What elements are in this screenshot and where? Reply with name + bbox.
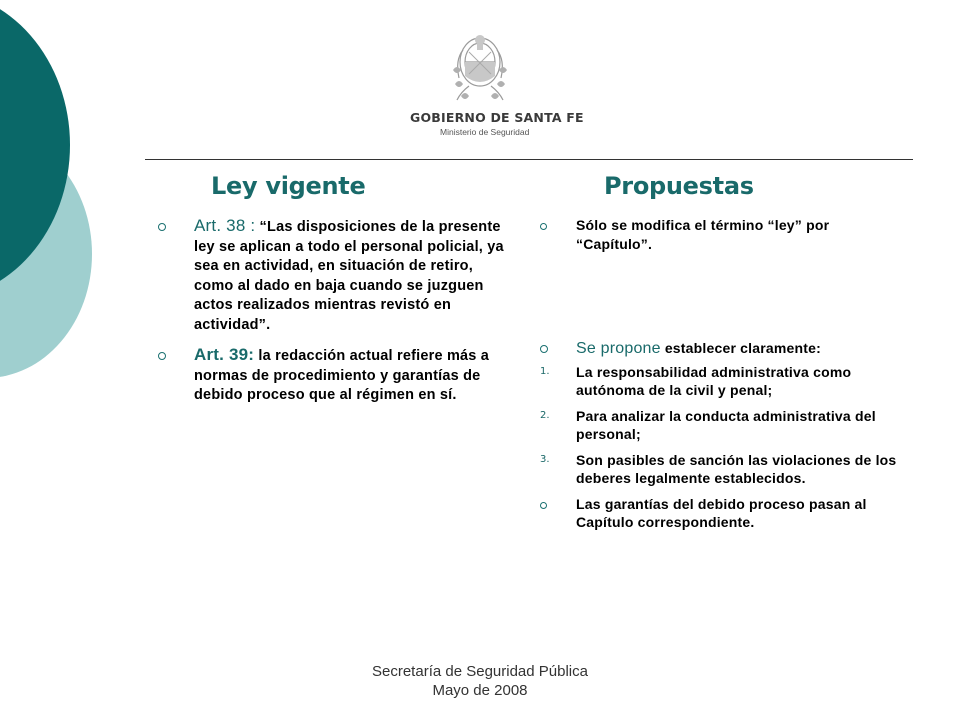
propone-label: Se propone — [576, 340, 661, 357]
item-number: 3. — [540, 453, 550, 465]
numbered-item-text: La responsabilidad administrativa como autónoma de la civil y penal; — [576, 363, 852, 398]
numbered-item-1 — [540, 363, 900, 400]
ministry-name: Ministerio de Seguridad — [440, 127, 530, 137]
circle-bullet-icon — [540, 502, 547, 509]
item-number: 1. — [540, 365, 550, 377]
government-name: GOBIERNO DE SANTA FE — [410, 110, 584, 125]
heading-propuestas: Propuestas — [604, 172, 754, 200]
left-column — [158, 216, 516, 406]
list-item-art38 — [158, 216, 516, 335]
numbered-item-3 — [540, 451, 900, 488]
heading-ley-vigente: Ley vigente — [211, 172, 366, 200]
footer-secretaria: Secretaría de Seguridad Pública — [372, 663, 588, 680]
list-item-art39 — [158, 345, 516, 406]
numbered-item-2 — [540, 407, 900, 444]
government-logo — [410, 30, 584, 140]
circle-bullet-icon — [158, 223, 166, 231]
propone-text: establecer claramente: — [660, 340, 821, 356]
art39-label: Art. 39: — [194, 345, 255, 364]
garantias-text: Las garantías del debido proceso pasan al Capítulo correspondiente. — [576, 495, 867, 530]
header-divider — [145, 159, 913, 160]
list-item-se-propone — [540, 339, 900, 359]
list-item-modifica — [540, 216, 900, 253]
list-item-garantias — [540, 495, 900, 532]
slide-footer — [0, 662, 960, 700]
right-column — [540, 216, 900, 532]
coat-of-arms-icon — [447, 30, 513, 106]
modifica-text: Sólo se modifica el término “ley” por “Capítulo”. — [576, 217, 830, 252]
art38-label: Art. 38 : — [194, 216, 256, 235]
footer-date: Mayo de 2008 — [432, 682, 528, 699]
circle-bullet-icon — [158, 352, 166, 360]
art38-text: “Las disposiciones de la presente ley se aplican a todo el personal policial, ya sea en actividad, en situación de retiro, como al dado en baja cuando se juzguen actos realizados mientras revistó en actividad”. — [194, 219, 504, 333]
numbered-item-text: Son pasibles de sanción las violaciones de los deberes legalmente establecidos. — [576, 451, 897, 486]
item-number: 2. — [540, 409, 550, 421]
numbered-item-text: Para analizar la conducta administrativa del personal; — [576, 407, 876, 442]
art39-text: la redacción actual refiere más a normas de procedimiento y garantías de debido proceso que al régimen en sí. — [194, 348, 490, 403]
circle-bullet-icon — [540, 345, 548, 353]
circle-bullet-icon — [540, 223, 547, 230]
